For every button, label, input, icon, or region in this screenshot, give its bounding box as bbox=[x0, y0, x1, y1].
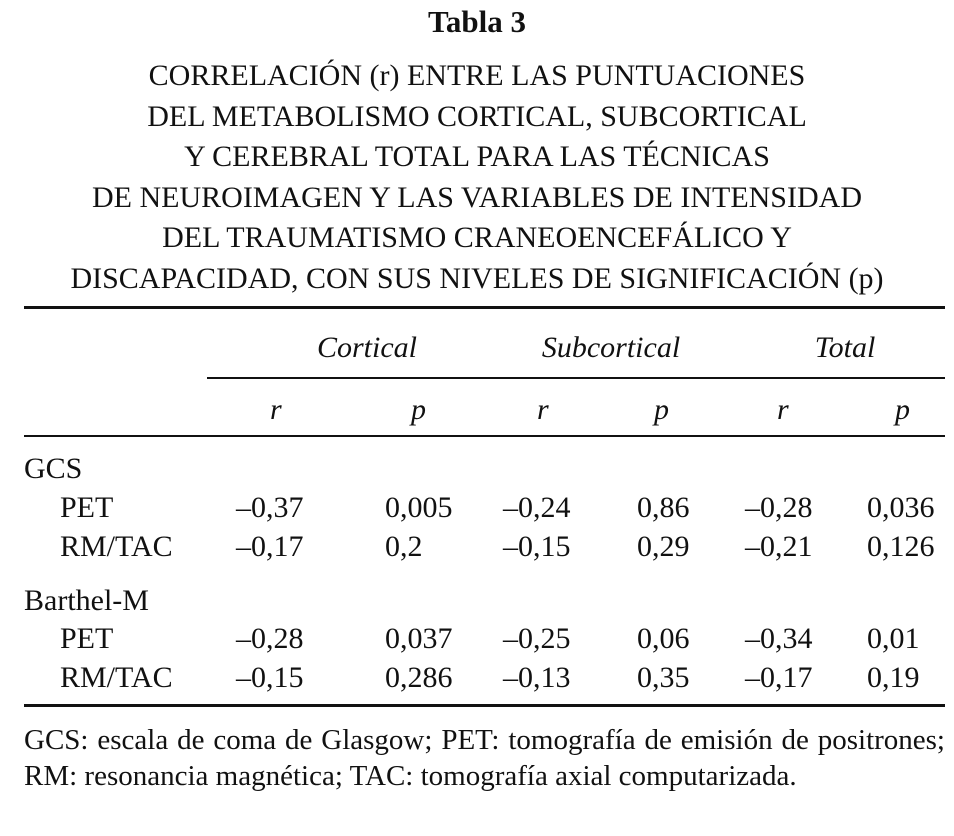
section-label-gcs: GCS bbox=[24, 452, 83, 485]
subheader-cortical-r: r bbox=[270, 393, 282, 426]
header-cortical: Cortical bbox=[316, 331, 417, 364]
row-label-gcs-pet: PET bbox=[60, 491, 114, 524]
row-label-barthel-pet: PET bbox=[60, 622, 114, 655]
cell-gcs-rmtac-cortical-p: 0,2 bbox=[385, 530, 423, 563]
caption-line: DEL METABOLISMO CORTICAL, SUBCORTICAL bbox=[147, 99, 807, 133]
subheader-total-r: r bbox=[777, 393, 789, 426]
cell-gcs-rmtac-subcortical-r: –0,15 bbox=[503, 530, 571, 563]
cell-gcs-rmtac-total-r: –0,21 bbox=[745, 530, 813, 563]
table-footnote: GCS: escala de coma de Glasgow; PET: tomografía de emisión de positrones; RM: resonancia magnética; TAC: tomografía axial computarizada. bbox=[24, 724, 945, 792]
caption-line: DE NEUROIMAGEN Y LAS VARIABLES DE INTENSIDAD bbox=[92, 180, 862, 214]
caption-line: DISCAPACIDAD, CON SUS NIVELES DE SIGNIFICACIÓN (p) bbox=[70, 261, 884, 295]
cell-barthel-rmtac-subcortical-r: –0,13 bbox=[503, 661, 571, 694]
cell-barthel-pet-subcortical-r: –0,25 bbox=[503, 622, 571, 655]
cell-gcs-pet-total-p: 0,036 bbox=[867, 491, 935, 524]
cell-barthel-rmtac-total-p: 0,19 bbox=[867, 661, 920, 694]
cell-barthel-rmtac-cortical-p: 0,286 bbox=[385, 661, 453, 694]
cell-gcs-pet-cortical-p: 0,005 bbox=[385, 491, 453, 524]
cell-gcs-rmtac-subcortical-p: 0,29 bbox=[637, 530, 690, 563]
subheader-total-p: p bbox=[895, 393, 910, 426]
caption-line: Y CEREBRAL TOTAL PARA LAS TÉCNICAS bbox=[184, 140, 770, 173]
header-subcortical: Subcortical bbox=[541, 331, 681, 364]
cell-barthel-rmtac-cortical-r: –0,15 bbox=[236, 661, 304, 694]
table-bottom-rule bbox=[24, 704, 945, 707]
group-header-rule bbox=[207, 377, 945, 379]
cell-barthel-pet-cortical-p: 0,037 bbox=[385, 622, 453, 655]
row-label-gcs-rmtac: RM/TAC bbox=[60, 530, 173, 563]
cell-gcs-pet-cortical-r: –0,37 bbox=[236, 491, 304, 524]
cell-barthel-pet-total-p: 0,01 bbox=[867, 622, 920, 655]
subheader-rule bbox=[24, 435, 945, 437]
cell-gcs-rmtac-cortical-r: –0,17 bbox=[236, 530, 304, 563]
subheader-cortical-p: p bbox=[411, 393, 426, 426]
cell-gcs-pet-subcortical-r: –0,24 bbox=[503, 491, 571, 524]
table-top-rule bbox=[24, 306, 945, 309]
header-total: Total bbox=[814, 331, 876, 364]
cell-barthel-rmtac-total-r: –0,17 bbox=[745, 661, 813, 694]
cell-barthel-pet-total-r: –0,34 bbox=[745, 622, 813, 655]
cell-barthel-pet-subcortical-p: 0,06 bbox=[637, 622, 690, 655]
table-caption bbox=[0, 56, 954, 299]
subheader-subcortical-p: p bbox=[654, 393, 669, 426]
cell-barthel-rmtac-subcortical-p: 0,35 bbox=[637, 661, 690, 694]
caption-line: DEL TRAUMATISMO CRANEOENCEFÁLICO Y bbox=[162, 221, 792, 254]
cell-gcs-rmtac-total-p: 0,126 bbox=[867, 530, 935, 563]
table-label: Tabla 3 bbox=[428, 4, 526, 39]
row-label-barthel-rmtac: RM/TAC bbox=[60, 661, 173, 694]
subheader-subcortical-r: r bbox=[537, 393, 549, 426]
cell-gcs-pet-total-r: –0,28 bbox=[745, 491, 813, 524]
section-label-barthel: Barthel-M bbox=[24, 584, 149, 617]
cell-gcs-pet-subcortical-p: 0,86 bbox=[637, 491, 690, 524]
cell-barthel-pet-cortical-r: –0,28 bbox=[236, 622, 304, 655]
caption-line: CORRELACIÓN (r) ENTRE LAS PUNTUACIONES bbox=[148, 59, 806, 92]
